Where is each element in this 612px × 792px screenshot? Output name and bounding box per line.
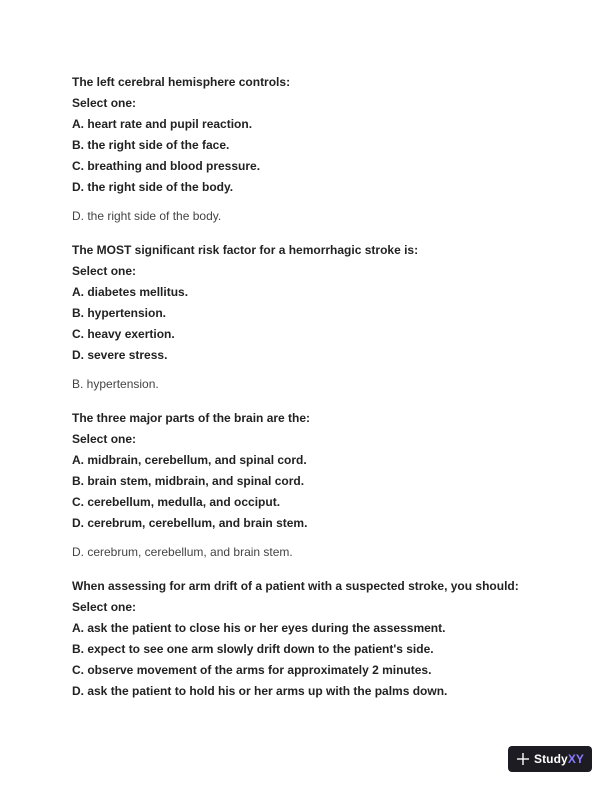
option-a: A. midbrain, cerebellum, and spinal cord. — [72, 453, 307, 467]
option-d: D. cerebrum, cerebellum, and brain stem. — [72, 516, 308, 530]
question-prompt: The MOST significant risk factor for a hemorrhagic stroke is: — [72, 243, 419, 257]
question-prompt: The three major parts of the brain are the: — [72, 411, 311, 425]
brand-accent: XY — [567, 752, 585, 766]
question-prompt: When assessing for arm drift of a patient with a suspected stroke, you should: — [72, 579, 519, 593]
answer-text: D. cerebrum, cerebellum, and brain stem. — [72, 545, 293, 559]
studyxy-badge[interactable] — [508, 746, 592, 772]
option-a: A. heart rate and pupil reaction. — [72, 117, 253, 131]
question-2 — [72, 240, 552, 392]
option-d: D. ask the patient to hold his or her arms up with the palms down. — [72, 684, 448, 698]
plus-icon — [516, 752, 530, 766]
option-b: B. the right side of the face. — [72, 138, 230, 152]
select-one-label: Select one: — [72, 600, 137, 614]
answer-text: B. hypertension. — [72, 377, 159, 391]
question-1 — [72, 72, 552, 224]
option-d: D. the right side of the body. — [72, 180, 234, 194]
option-c: C. cerebellum, medulla, and occiput. — [72, 495, 281, 509]
option-a: A. diabetes mellitus. — [72, 285, 189, 299]
brand-logo-text — [534, 752, 584, 766]
option-c: C. breathing and blood pressure. — [72, 159, 261, 173]
brand-main: Study — [533, 752, 568, 766]
question-4 — [72, 576, 552, 702]
question-prompt: The left cerebral hemisphere controls: — [72, 75, 291, 89]
option-d: D. severe stress. — [72, 348, 168, 362]
select-one-label: Select one: — [72, 96, 137, 110]
document-page — [72, 72, 552, 702]
option-b: B. expect to see one arm slowly drift down to the patient's side. — [72, 642, 434, 656]
select-one-label: Select one: — [72, 264, 137, 278]
option-b: B. brain stem, midbrain, and spinal cord. — [72, 474, 305, 488]
question-3 — [72, 408, 552, 560]
option-b: B. hypertension. — [72, 306, 167, 320]
option-c: C. observe movement of the arms for approximately 2 minutes. — [72, 663, 432, 677]
answer-text: D. the right side of the body. — [72, 209, 222, 223]
option-a: A. ask the patient to close his or her eyes during the assessment. — [72, 621, 446, 635]
select-one-label: Select one: — [72, 432, 137, 446]
option-c: C. heavy exertion. — [72, 327, 175, 341]
